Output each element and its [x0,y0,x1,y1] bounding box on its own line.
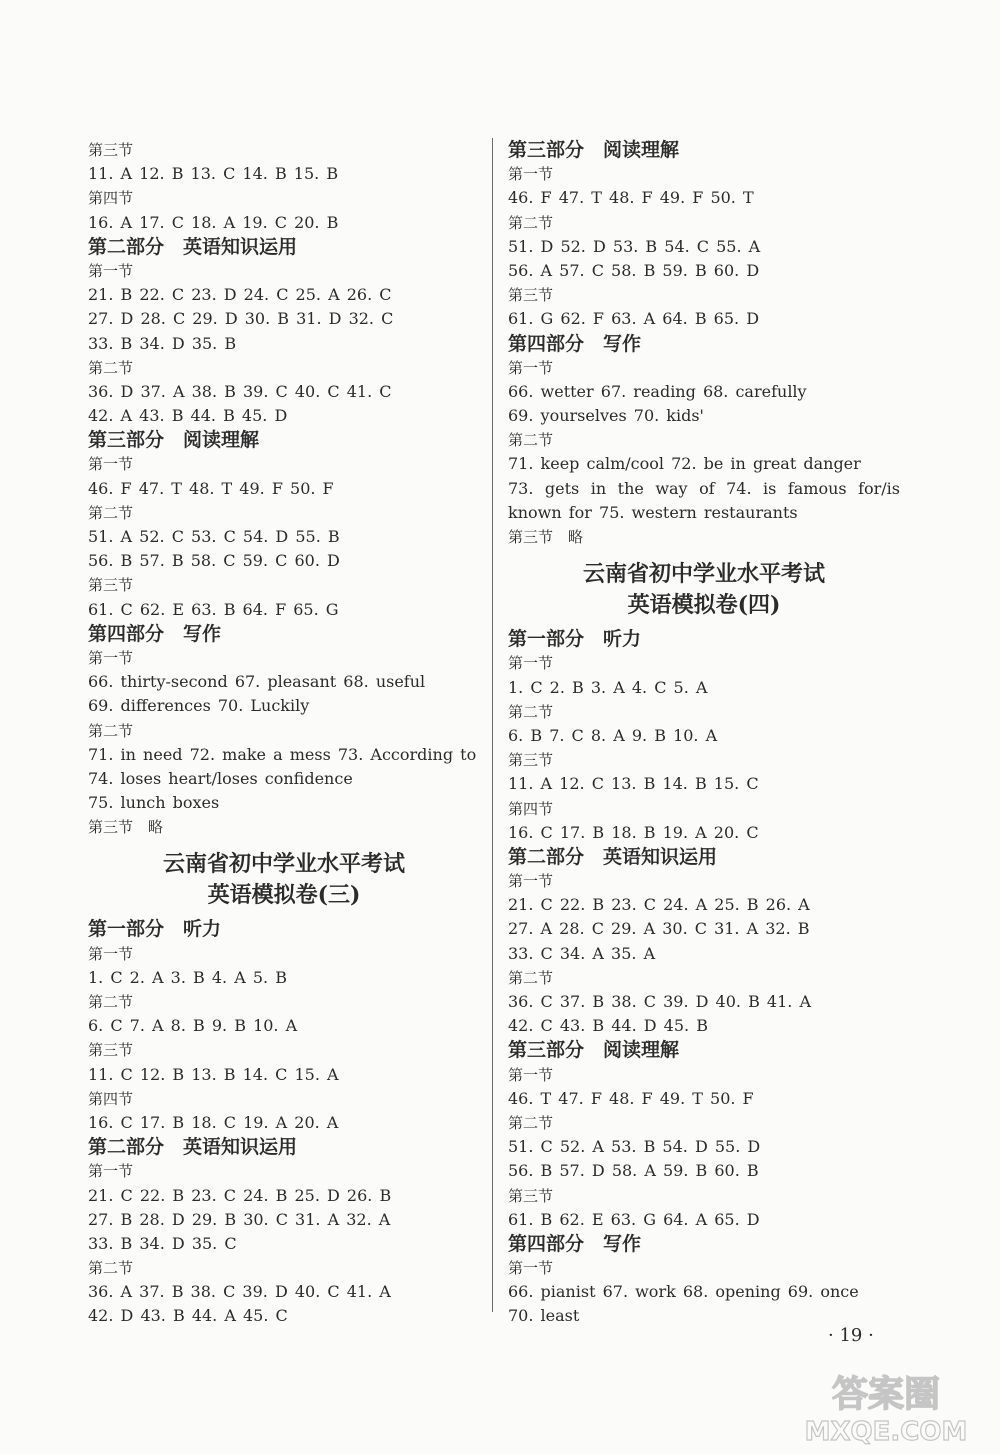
answer-line: 36. C 37. B 38. C 39. D 40. B 41. A [508,992,811,1011]
answer-line: 33. C 34. A 35. A [508,943,656,963]
exam-title-line: 英语模拟卷(四) [627,592,781,619]
subsection-label: 第三节 [88,141,134,159]
answer-line: known for 75. western restaurants [508,502,798,522]
column-divider [492,138,493,1312]
answer-line: 51. D 52. D 53. B 54. C 55. A [508,236,761,256]
subsection-label: 第一节 [508,872,554,891]
subsection-label: 第四节 [508,799,554,818]
section-heading: 第三部分 阅读理解 [508,139,680,161]
answer-line: 61. C 62. E 63. B 64. F 65. G [88,599,339,619]
answer-line: 51. C 52. A 53. B 54. D 55. D [508,1137,761,1157]
subsection-label: 第二节 [88,993,134,1011]
answer-line: 16. C 17. B 18. B 19. A 20. C [508,822,759,842]
subsection-label: 第三节 略 [508,528,584,546]
subsection-label: 第一节 [88,261,134,280]
answer-line: 73. gets in the way of 74. is famous for/is [508,478,900,498]
exam-title-line: 云南省初中学业水平考试 [582,561,825,588]
page-number: · 19 · [828,1325,874,1346]
subsection-label: 第一节 [508,1259,554,1278]
answer-line: 46. F 47. T 48. T 49. F 50. F [88,478,334,498]
answer-line: 46. T 47. F 48. F 49. T 50. F [508,1088,754,1108]
subsection-label: 第三节 [508,286,554,305]
section-heading: 第二部分 英语知识运用 [88,235,298,258]
answer-line: 75. lunch boxes [88,793,220,813]
answer-line: 21. B 22. C 23. D 24. C 25. A 26. C [88,285,392,305]
subsection-label: 第一节 [88,944,134,963]
subsection-label: 第二节 [508,1113,554,1132]
answer-line: 21. C 22. B 23. C 24. A 25. B 26. A [508,895,810,915]
answer-line: 56. A 57. C 58. B 59. B 60. D [508,260,760,280]
answer-line: 74. loses heart/loses confidence [88,768,353,788]
subsection-label: 第一节 [508,358,554,377]
answer-line: 6. B 7. C 8. A 9. B 10. A [508,725,718,745]
answer-line: 36. A 37. B 38. C 39. D 40. C 41. A [88,1282,391,1302]
watermark-logo-text: 答案圈 [831,1374,941,1415]
subsection-label: 第二节 [508,431,554,450]
subsection-label: 第三节 [508,751,554,770]
subsection-label: 第二节 [508,213,554,232]
answer-line: 16. A 17. C 18. A 19. C 20. B [88,212,339,232]
watermark-url-text: MXQE.COM [804,1417,968,1447]
subsection-label: 第一节 [88,1162,134,1181]
subsection-label: 第一节 [88,455,134,474]
watermark-logo [786,1362,986,1448]
answer-line: 33. B 34. D 35. C [88,1233,237,1253]
section-heading: 第一部分 听力 [88,918,222,941]
answer-line: 61. B 62. E 63. G 64. A 65. D [508,1209,760,1229]
subsection-label: 第三节 [88,1041,134,1060]
answer-line: 51. A 52. C 53. C 54. D 55. B [88,527,340,546]
answer-line: 36. D 37. A 38. B 39. C 40. C 41. C [88,381,392,401]
section-heading: 第一部分 听力 [508,628,642,651]
right-column [508,138,900,1329]
subsection-label: 第四节 [88,1089,134,1108]
answer-line: 27. D 28. C 29. D 30. B 31. D 32. C [88,309,394,329]
answer-line: 42. C 43. B 44. D 45. B [508,1016,708,1036]
section-heading: 第三部分 阅读理解 [508,1039,680,1062]
exam-title [88,849,480,911]
subsection-label: 第二节 [88,503,134,522]
section-heading: 第二部分 英语知识运用 [508,845,718,868]
subsection-label: 第一节 [88,648,134,667]
answer-line: 66. thirty-second 67. pleasant 68. useful [88,672,426,692]
exam-title [508,559,900,621]
answer-line: 11. A 12. C 13. B 14. B 15. C [508,774,759,794]
answer-line: 56. B 57. D 58. A 59. B 60. B [508,1161,759,1181]
answer-line: 1. C 2. A 3. B 4. A 5. B [88,967,287,987]
subsection-label: 第三节 略 [88,818,164,837]
answer-line: 66. wetter 67. reading 68. carefully [508,381,807,401]
answer-line: 42. D 43. B 44. A 45. C [88,1306,288,1326]
subsection-label: 第二节 [88,358,134,377]
answer-line: 71. keep calm/cool 72. be in great danger [508,454,861,474]
answer-line: 1. C 2. B 3. A 4. C 5. A [508,677,708,697]
answer-line: 33. B 34. D 35. B [88,333,237,353]
answer-line: 27. B 28. D 29. B 30. C 31. A 32. A [88,1209,391,1229]
subsection-label: 第二节 [88,1259,134,1278]
subsection-label: 第一节 [508,165,554,184]
subsection-label: 第三节 [88,576,134,595]
answer-line: 66. pianist 67. work 68. opening 69. once [508,1282,859,1302]
exam-title-line: 英语模拟卷(三) [207,882,361,909]
answer-line: 6. C 7. A 8. B 9. B 10. A [88,1016,298,1036]
section-heading: 第三部分 阅读理解 [88,429,260,452]
answer-line: 69. differences 70. Luckily [88,696,310,716]
exam-title-line: 云南省初中学业水平考试 [162,851,405,878]
answer-line: 16. C 17. B 18. C 19. A 20. A [88,1112,339,1132]
subsection-label: 第一节 [508,1065,554,1084]
section-heading: 第二部分 英语知识运用 [88,1136,298,1159]
subsection-label: 第四节 [88,189,134,208]
answer-line: 11. A 12. B 13. C 14. B 15. B [88,164,339,184]
answer-line: 70. least [508,1306,580,1326]
answer-line: 42. A 43. B 44. B 45. D [88,406,288,426]
section-heading: 第四部分 写作 [88,622,222,645]
answer-line: 27. A 28. C 29. A 30. C 31. A 32. B [508,919,810,939]
answer-line: 71. in need 72. make a mess 73. According to [88,744,477,764]
subsection-label: 第二节 [88,721,134,740]
subsection-label: 第二节 [508,702,554,721]
section-heading: 第四部分 写作 [508,332,642,355]
subsection-label: 第二节 [508,968,554,987]
answer-line: 61. G 62. F 63. A 64. B 65. D [508,309,760,329]
left-column [88,138,480,1329]
section-heading: 第四部分 写作 [508,1232,642,1255]
subsection-label: 第一节 [508,654,554,673]
answer-line: 21. C 22. B 23. C 24. B 25. D 26. B [88,1185,392,1205]
answer-line: 69. yourselves 70. kids' [508,406,704,426]
answer-line: 46. F 47. T 48. F 49. F 50. T [508,188,754,208]
answer-line: 11. C 12. B 13. B 14. C 15. A [88,1064,339,1084]
subsection-label: 第三节 [508,1186,554,1205]
answer-line: 56. B 57. B 58. C 59. C 60. D [88,551,340,571]
